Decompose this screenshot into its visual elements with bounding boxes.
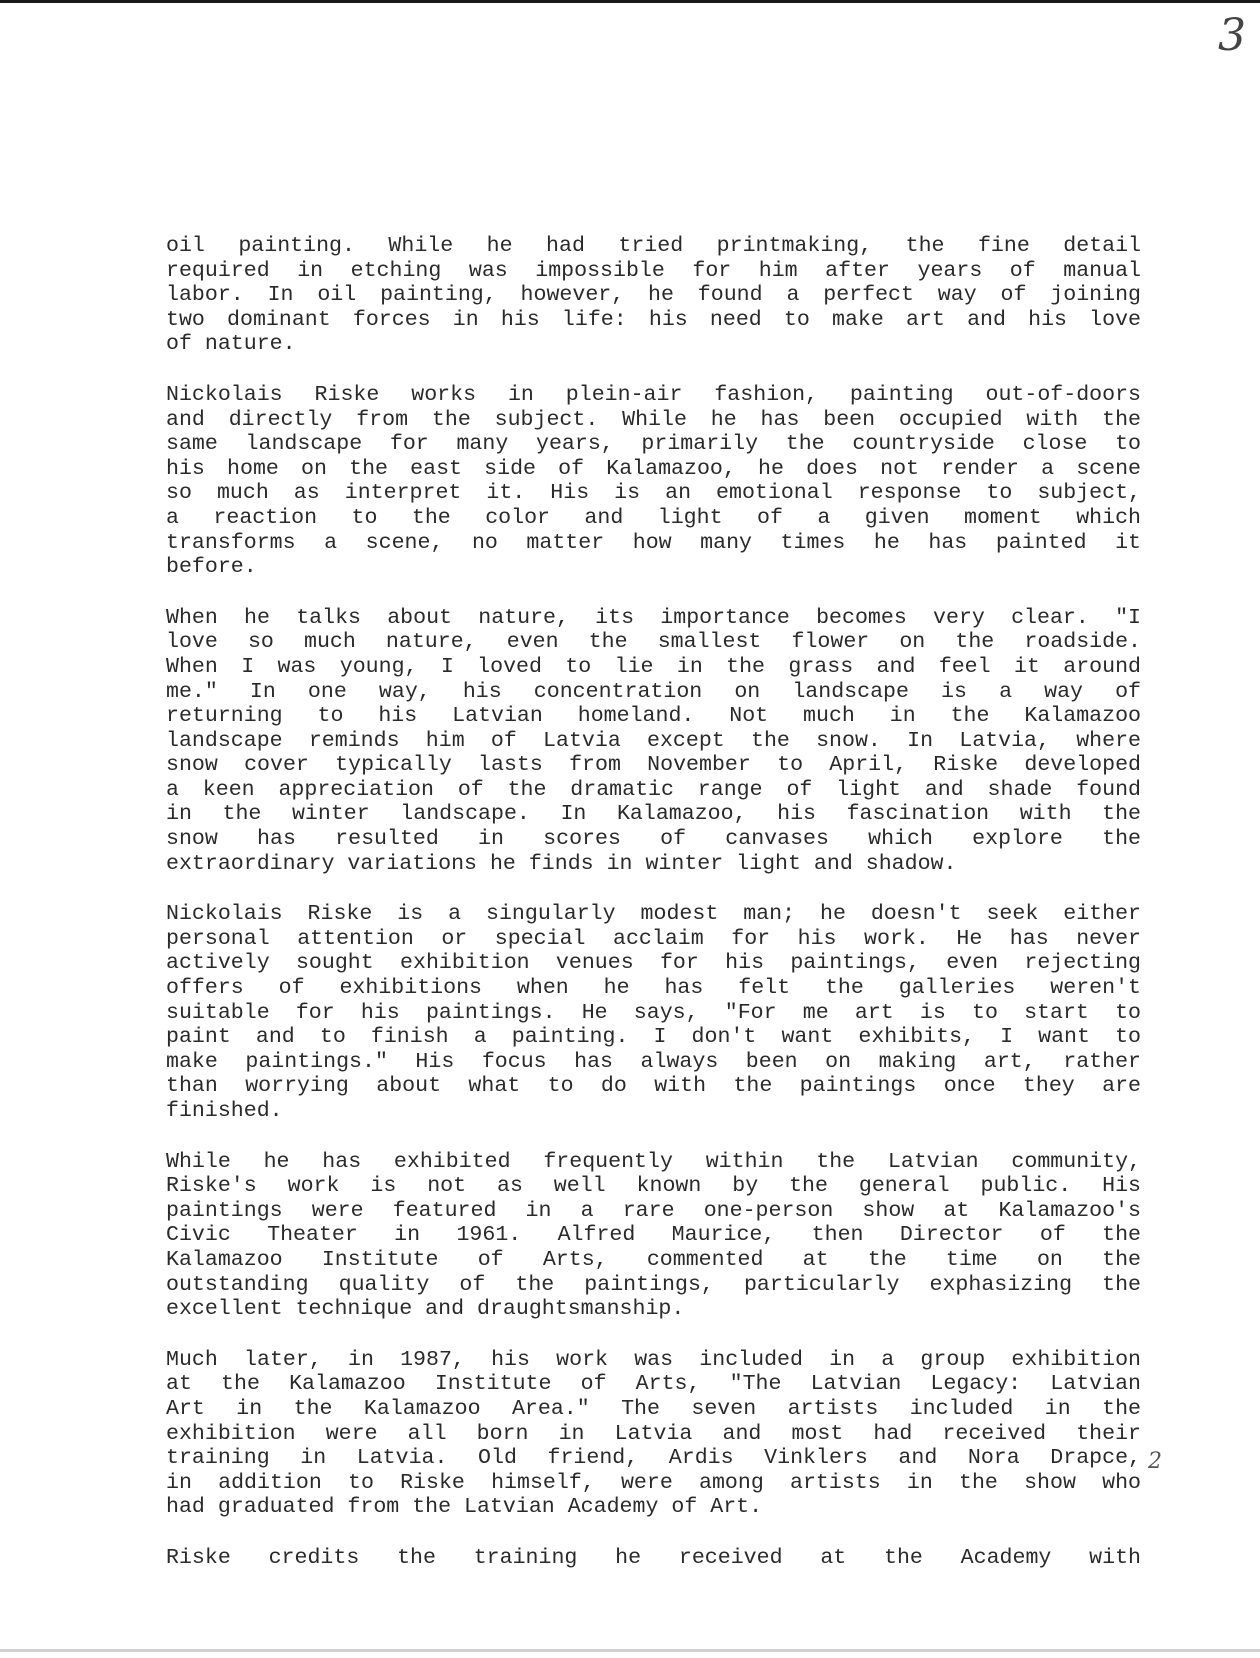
text-line: Art in the Kalamazoo Area." The seven artists included in the [166,1396,1141,1421]
paragraph [166,606,1141,877]
text-line: make paintings." His focus has always been on making art, rather [166,1049,1141,1074]
text-line: actively sought exhibition venues for his paintings, even rejecting [166,951,1141,976]
text-line: When he talks about nature, its importance becomes very clear. "I [166,605,1141,630]
text-line: me." In one way, his concentration on landscape is a way of [166,679,1141,704]
text-line: required in etching was impossible for him after years of manual [166,258,1141,283]
text-line: in addition to Riske himself, were among artists in the show who [166,1470,1141,1495]
text-line: extraordinary variations he finds in winter light and shadow. [166,851,957,876]
text-line: paintings were featured in a rare one-person show at Kalamazoo's [166,1198,1141,1223]
text-line: snow cover typically lasts from November to April, Riske developed [166,753,1141,778]
text-line: excellent technique and draughtsmanship. [166,1297,685,1322]
text-line: While he has exhibited frequently within the Latvian community, [166,1149,1141,1174]
text-line: same landscape for many years, primarily the countryside close to [166,432,1141,457]
text-line: finished. [166,1099,283,1123]
text-line: so much as interpret it. His is an emotional response to subject, [166,481,1141,506]
text-line: exhibition were all born in Latvia and most had received their [166,1421,1141,1446]
text-line: love so much nature, even the smallest flower on the roadside. [166,630,1141,655]
paragraph [166,1150,1141,1322]
text-line: Civic Theater in 1961. Alfred Maurice, then Director of the [166,1223,1141,1248]
text-line: had graduated from the Latvian Academy of Art. [166,1495,763,1520]
paragraph [166,902,1141,1123]
text-line: returning to his Latvian homeland. Not much in the Kalamazoo [166,704,1141,729]
text-line: Riske's work is not as well known by the general public. His [166,1174,1141,1199]
text-line: Kalamazoo Institute of Arts, commented at the time on the [166,1247,1141,1272]
text-line: training in Latvia. Old friend, Ardis Vinklers and Nora Drapce, [166,1446,1141,1471]
text-line: outstanding quality of the paintings, particularly exphasizing the [166,1272,1141,1297]
text-line: his home on the east side of Kalamazoo, he does not render a scene [166,456,1141,481]
handwritten-page-number: 3 [1218,10,1246,61]
text-line: a keen appreciation of the dramatic range of light and shade found [166,777,1141,802]
text-line: suitable for his paintings. He says, "For me art is to start to [166,1000,1141,1025]
text-line: before. [166,555,257,580]
paragraph [166,1546,1141,1571]
top-scan-border [0,0,1260,3]
text-line: landscape reminds him of Latvia except the snow. In Latvia, where [166,728,1141,753]
text-line: in the winter landscape. In Kalamazoo, his fascination with the [166,802,1141,827]
text-line: at the Kalamazoo Institute of Arts, "The Latvian Legacy: Latvian [166,1372,1141,1397]
text-line: snow has resulted in scores of canvases which explore the [166,827,1141,852]
text-line: Much later, in 1987, his work was included in a group exhibition [166,1347,1141,1372]
paragraph [166,1348,1141,1520]
text-line: When I was young, I loved to lie in the grass and feel it around [166,654,1141,679]
document-body [166,234,1141,1597]
text-line: personal attention or special acclaim for his work. He has never [166,926,1141,951]
paragraph [166,234,1141,357]
text-line: a reaction to the color and light of a given moment which [166,505,1141,530]
text-line: oil painting. While he had tried printmaking, the fine detail [166,234,1141,258]
handwritten-margin-note: 2 [1148,1449,1162,1474]
text-line: of nature. [166,332,296,357]
text-line: and directly from the subject. While he has been occupied with the [166,407,1141,432]
text-line: transforms a scene, no matter how many times he has painted it [166,530,1141,555]
text-line: paint and to finish a painting. I don't want exhibits, I want to [166,1025,1141,1050]
bottom-scan-border [0,1649,1260,1652]
text-line: than worrying about what to do with the paintings once they are [166,1074,1141,1099]
text-line: two dominant forces in his life: his need to make art and his love [166,307,1141,332]
text-line: labor. In oil painting, however, he found a perfect way of joining [166,283,1141,308]
paragraph [166,383,1141,580]
text-line: Nickolais Riske is a singularly modest man; he doesn't seek either [166,902,1141,927]
text-line: Nickolais Riske works in plein-air fashion, painting out-of-doors [166,382,1141,407]
text-line: offers of exhibitions when he has felt the galleries weren't [166,976,1141,1001]
text-line: Riske credits the training he received at the Academy with [166,1545,1141,1570]
